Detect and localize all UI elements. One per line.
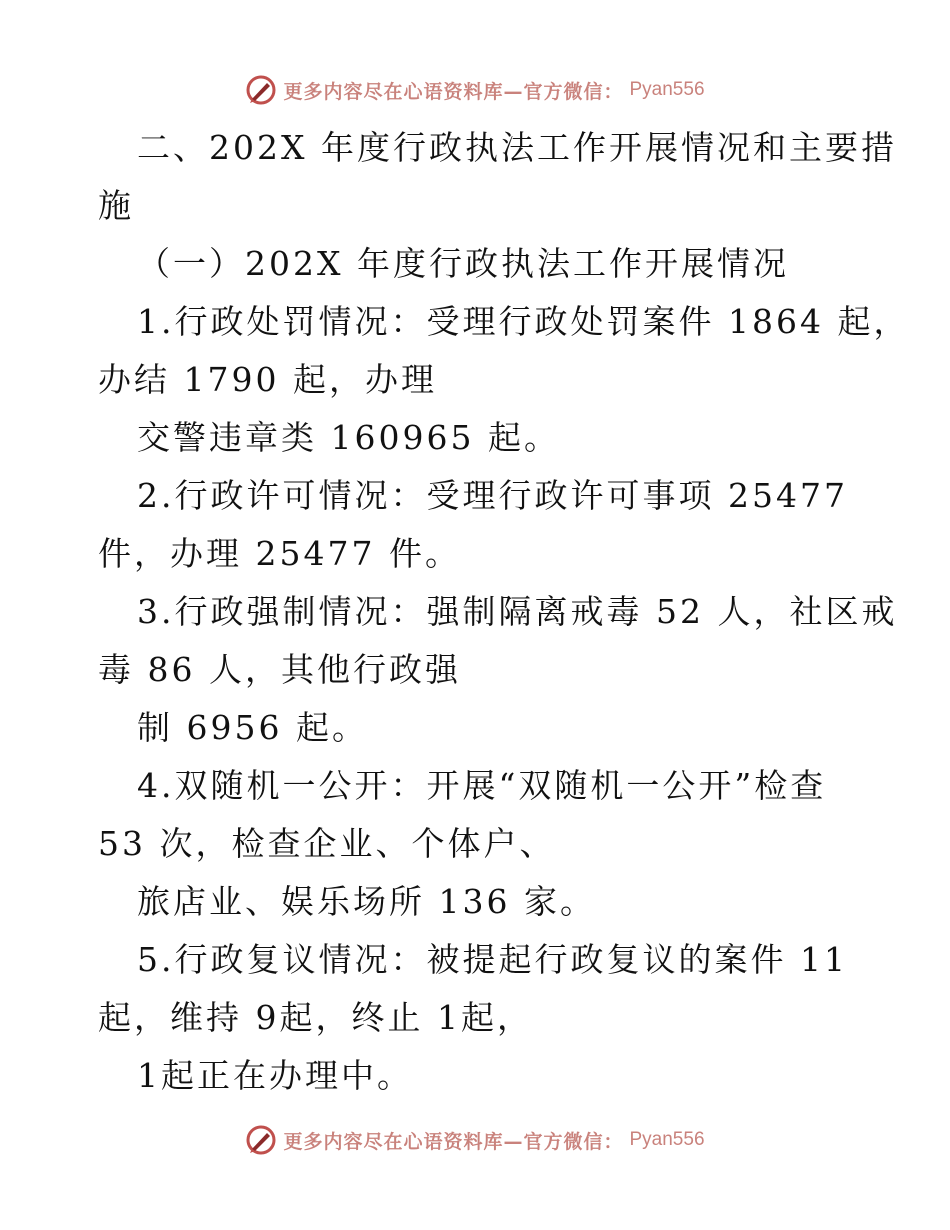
- paragraph-line: 2.行政许可情况：受理行政许可事项 25477: [137, 476, 848, 515]
- section-heading: 二、202X 年度行政执法工作开展情况和主要措: [137, 128, 897, 167]
- watermark-banner-bottom: [0, 1120, 950, 1160]
- watermark-account: Pyan556: [629, 79, 705, 100]
- pen-circle-logo-icon: [245, 74, 277, 106]
- watermark-text: 更多内容尽在心语资料库—官方微信：: [283, 1130, 624, 1153]
- section-heading-continued: 施: [98, 186, 134, 225]
- watermark-banner-top: [0, 70, 950, 110]
- watermark-text: 更多内容尽在心语资料库—官方微信：: [283, 80, 624, 103]
- paragraph-line: 3.行政强制情况：强制隔离戒毒 52 人，社区戒: [137, 592, 898, 631]
- pen-circle-logo-icon: [245, 1124, 277, 1156]
- paragraph-line: 制 6956 起。: [137, 708, 368, 747]
- paragraph-line: 1起正在办理中。: [137, 1056, 413, 1095]
- paragraph-line: 旅店业、娱乐场所 136 家。: [137, 882, 596, 921]
- paragraph-line: 起，维持 9起，终止 1起，: [98, 998, 533, 1037]
- subsection-heading: （一）202X 年度行政执法工作开展情况: [137, 244, 789, 283]
- paragraph-line: 1.行政处罚情况：受理行政处罚案件 1864 起，: [137, 302, 910, 341]
- paragraph-line: 53 次，检查企业、个体户、: [98, 824, 556, 863]
- paragraph-line: 件，办理 25477 件。: [98, 534, 461, 573]
- paragraph-line: 5.行政复议情况：被提起行政复议的案件 11: [137, 940, 848, 979]
- paragraph-line: 交警违章类 160965 起。: [137, 418, 560, 457]
- watermark-account: Pyan556: [629, 1129, 705, 1150]
- paragraph-line: 办结 1790 起，办理: [98, 360, 437, 399]
- paragraph-line: 毒 86 人，其他行政强: [98, 650, 461, 689]
- paragraph-line: 4.双随机一公开：开展“双随机一公开”检查: [137, 766, 827, 805]
